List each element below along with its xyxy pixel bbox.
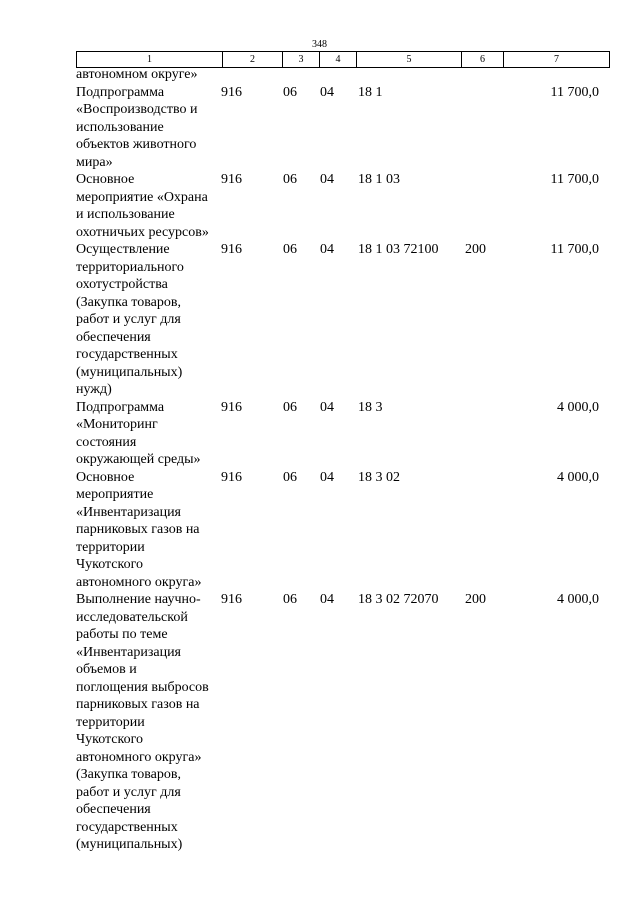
row-title-line: нужд) (76, 382, 112, 397)
row-title-line: мероприятие «Охрана (76, 189, 208, 205)
row-title-line: исследовательской (76, 609, 188, 625)
row-title-line: охотустройства (76, 277, 168, 292)
row-title-line: Подпрограмма (76, 399, 165, 415)
row-title-line: охотничьих ресурсов» (76, 224, 209, 240)
page-number: 348 (312, 39, 327, 50)
admin-code-cell: 916 (221, 469, 242, 485)
admin-code-cell: 916 (221, 84, 242, 100)
table-row (0, 84, 639, 172)
table-row (0, 171, 639, 241)
amount-cell: 4 000,0 (557, 399, 599, 415)
row-title-line: работ и услуг для (76, 784, 181, 800)
row-title-line: (муниципальных) (76, 364, 183, 380)
section-cell: 06 (283, 172, 297, 187)
row-title-line: работы по теме (76, 627, 168, 642)
expense-type-cell: 200 (465, 592, 486, 607)
admin-code-cell: 916 (221, 399, 242, 415)
table-row (0, 469, 639, 592)
amount-cell: 11 700,0 (550, 172, 599, 187)
row-title-line: территориального (76, 259, 184, 275)
row-title-line: объектов животного (76, 137, 197, 152)
target-article-cell: 18 3 02 (358, 469, 400, 485)
row-title-line: Чукотского (76, 557, 143, 572)
row-title (76, 469, 226, 592)
target-article-cell: 18 3 02 72070 (358, 592, 439, 607)
row-title-line: автономном округе» (76, 67, 198, 82)
row-title-line: поглощения выбросов (76, 679, 209, 695)
header-col-5: 5 (356, 52, 461, 67)
section-cell: 06 (283, 399, 297, 415)
target-article-cell: 18 1 (358, 84, 383, 100)
row-title-line: мира» (76, 154, 113, 170)
header-col-4: 4 (319, 52, 356, 67)
row-title-line: Основное (76, 469, 135, 485)
section-cell: 06 (283, 242, 297, 257)
row-title-line: «Мониторинг (76, 417, 158, 432)
row-title-line: автономного округа» (76, 749, 202, 765)
amount-cell: 11 700,0 (550, 84, 599, 100)
row-title-line: государственных (76, 819, 178, 835)
row-title-line: автономного округа» (76, 574, 202, 590)
row-title-line: Выполнение научно- (76, 592, 201, 607)
row-title-line: обеспечения (76, 802, 151, 817)
row-title-line: состояния (76, 434, 137, 450)
row-title-line: «Воспроизводство и (76, 102, 198, 117)
section-cell: 06 (283, 469, 297, 485)
row-title-line: территории (76, 539, 145, 555)
row-title-line: Чукотского (76, 732, 143, 747)
header-col-6: 6 (461, 52, 503, 67)
row-title-line: территории (76, 714, 145, 730)
target-article-cell: 18 1 03 72100 (358, 242, 439, 257)
table-row (0, 66, 639, 84)
row-title-line: обеспечения (76, 329, 151, 345)
subsection-cell: 04 (320, 469, 334, 485)
row-title-line: парниковых газов на (76, 522, 200, 537)
header-col-1: 1 (76, 52, 222, 67)
row-title-line: окружающей среды» (76, 452, 201, 467)
row-title-line: Подпрограмма (76, 84, 165, 100)
amount-cell: 4 000,0 (557, 592, 599, 607)
admin-code-cell: 916 (221, 172, 242, 187)
subsection-cell: 04 (320, 592, 334, 607)
subsection-cell: 04 (320, 172, 334, 187)
row-title-line: работ и услуг для (76, 312, 181, 327)
target-article-cell: 18 3 (358, 399, 383, 415)
row-title-line: объемов и (76, 662, 137, 677)
row-title-line: использование (76, 119, 164, 135)
table-row (0, 241, 639, 399)
table-row (0, 591, 639, 854)
row-title (76, 171, 226, 241)
admin-code-cell: 916 (221, 242, 242, 257)
row-title-line: и использование (76, 207, 175, 222)
row-title-line: Основное (76, 172, 135, 187)
section-cell: 06 (283, 592, 297, 607)
row-title (76, 66, 226, 84)
table-row (0, 399, 639, 469)
row-title-line: Осуществление (76, 242, 170, 257)
subsection-cell: 04 (320, 242, 334, 257)
row-title-line: (муниципальных) (76, 837, 183, 852)
header-col-3: 3 (282, 52, 319, 67)
row-title-line: «Инвентаризация (76, 644, 181, 660)
table-body (0, 66, 639, 854)
row-title-line: парниковых газов на (76, 697, 200, 712)
admin-code-cell: 916 (221, 592, 242, 607)
row-title (76, 399, 226, 469)
row-title-line: (Закупка товаров, (76, 767, 181, 782)
row-title-line: «Инвентаризация (76, 504, 181, 520)
amount-cell: 4 000,0 (557, 469, 599, 485)
subsection-cell: 04 (320, 84, 334, 100)
expense-type-cell: 200 (465, 242, 486, 257)
row-title (76, 591, 226, 854)
row-title-line: государственных (76, 347, 178, 362)
row-title (76, 84, 226, 172)
row-title (76, 241, 226, 399)
amount-cell: 11 700,0 (550, 242, 599, 257)
target-article-cell: 18 1 03 (358, 172, 400, 187)
row-title-line: мероприятие (76, 487, 154, 502)
subsection-cell: 04 (320, 399, 334, 415)
header-col-7: 7 (503, 52, 610, 67)
row-title-line: (Закупка товаров, (76, 294, 181, 310)
section-cell: 06 (283, 84, 297, 100)
header-col-2: 2 (222, 52, 282, 67)
